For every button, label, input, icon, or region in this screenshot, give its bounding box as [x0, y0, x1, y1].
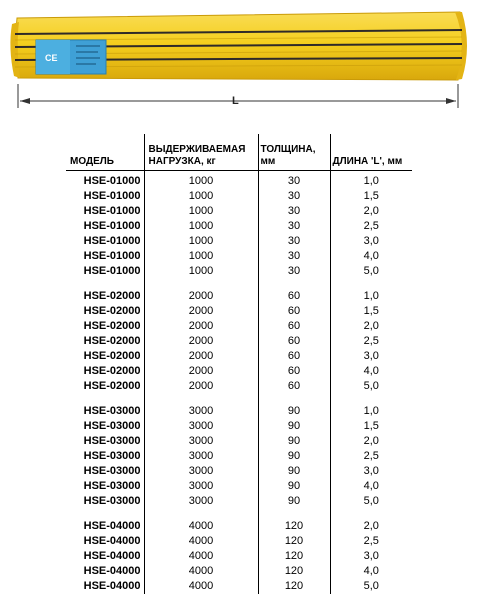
cell-length: 2,5 [330, 219, 412, 234]
cell-model: HSE-02000 [83, 350, 141, 362]
cell-load: 1000 [144, 264, 258, 279]
cell-load: 2000 [144, 379, 258, 394]
cell-load: 3000 [144, 434, 258, 449]
spacer-cell [66, 394, 144, 404]
table-row [66, 364, 412, 379]
cell-thickness: 60 [258, 334, 330, 349]
group-spacer [66, 394, 412, 404]
cell-thickness: 30 [258, 189, 330, 204]
cell-load: 3000 [144, 494, 258, 509]
table-row [66, 234, 412, 249]
table-row [66, 449, 412, 464]
table-row [66, 334, 412, 349]
cell-model: HSE-04000 [83, 565, 141, 577]
tag-mark: CE [45, 53, 58, 63]
spacer-cell [258, 509, 330, 519]
cell-model: HSE-01000 [83, 235, 141, 247]
cell-load: 1000 [144, 249, 258, 264]
cell-length: 2,5 [330, 534, 412, 549]
cell-load: 2000 [144, 349, 258, 364]
cell-model: HSE-03000 [83, 480, 141, 492]
cell-thickness: 60 [258, 349, 330, 364]
table-row [66, 379, 412, 394]
header-thickness: ТОЛЩИНА, мм [258, 134, 330, 171]
table-row [66, 479, 412, 494]
cell-length: 5,0 [330, 379, 412, 394]
cell-thickness: 60 [258, 364, 330, 379]
cell-model: HSE-01000 [83, 190, 141, 202]
cell-length: 2,0 [330, 204, 412, 219]
cell-load: 3000 [144, 404, 258, 419]
arrow-left-icon [20, 98, 30, 104]
cell-model: HSE-01000 [83, 175, 141, 187]
cell-length: 5,0 [330, 494, 412, 509]
table-row [66, 304, 412, 319]
cell-length: 1,5 [330, 304, 412, 319]
cell-thickness: 30 [258, 171, 330, 190]
table-row [66, 464, 412, 479]
cell-thickness: 90 [258, 434, 330, 449]
cell-length: 3,0 [330, 349, 412, 364]
table-row [66, 579, 412, 594]
cell-length: 4,0 [330, 364, 412, 379]
cell-model: HSE-04000 [83, 580, 141, 592]
cell-load: 3000 [144, 419, 258, 434]
cell-load: 1000 [144, 171, 258, 190]
cell-length: 1,5 [330, 189, 412, 204]
table-row [66, 249, 412, 264]
cell-model: HSE-02000 [83, 305, 141, 317]
cell-length: 3,0 [330, 234, 412, 249]
cell-load: 4000 [144, 549, 258, 564]
cell-model: HSE-04000 [83, 535, 141, 547]
table-row [66, 319, 412, 334]
spacer-cell [144, 509, 258, 519]
cell-model: HSE-03000 [83, 405, 141, 417]
table-row [66, 419, 412, 434]
spacer-cell [258, 279, 330, 289]
cell-model: HSE-03000 [83, 435, 141, 447]
spacer-cell [144, 394, 258, 404]
cell-thickness: 30 [258, 204, 330, 219]
cell-length: 3,0 [330, 464, 412, 479]
spacer-cell [258, 394, 330, 404]
cell-model: HSE-02000 [83, 320, 141, 332]
group-spacer [66, 279, 412, 289]
dimension-label: L [232, 95, 239, 107]
cell-load: 1000 [144, 189, 258, 204]
table-row [66, 494, 412, 509]
cell-thickness: 90 [258, 419, 330, 434]
cell-model: HSE-04000 [83, 550, 141, 562]
cell-model: HSE-04000 [83, 520, 141, 532]
table-row [66, 534, 412, 549]
cell-load: 1000 [144, 204, 258, 219]
cell-length: 2,0 [330, 319, 412, 334]
header-length: ДЛИНА 'L', мм [330, 134, 412, 171]
cell-length: 1,5 [330, 419, 412, 434]
cell-length: 4,0 [330, 249, 412, 264]
cell-thickness: 120 [258, 564, 330, 579]
table-row [66, 349, 412, 364]
cell-model: HSE-02000 [83, 335, 141, 347]
spacer-cell [66, 509, 144, 519]
cell-length: 1,0 [330, 171, 412, 190]
table-row [66, 204, 412, 219]
cell-thickness: 30 [258, 234, 330, 249]
cell-thickness: 120 [258, 519, 330, 534]
table-row [66, 219, 412, 234]
cell-thickness: 30 [258, 249, 330, 264]
cell-length: 2,0 [330, 519, 412, 534]
header-model: МОДЕЛЬ [66, 134, 144, 171]
dimension-line [18, 84, 458, 108]
cell-length: 5,0 [330, 579, 412, 594]
table-row [66, 171, 412, 190]
cell-load: 3000 [144, 479, 258, 494]
cell-length: 4,0 [330, 479, 412, 494]
cell-length: 2,5 [330, 334, 412, 349]
table-row [66, 189, 412, 204]
cell-load: 4000 [144, 519, 258, 534]
table-row [66, 564, 412, 579]
table-row [66, 289, 412, 304]
cell-length: 4,0 [330, 564, 412, 579]
cell-model: HSE-03000 [83, 465, 141, 477]
cell-thickness: 90 [258, 404, 330, 419]
cell-model: HSE-03000 [83, 495, 141, 507]
cell-model: HSE-03000 [83, 450, 141, 462]
spacer-cell [330, 279, 412, 289]
cell-thickness: 90 [258, 494, 330, 509]
cell-thickness: 120 [258, 579, 330, 594]
cell-length: 2,5 [330, 449, 412, 464]
cell-model: HSE-02000 [83, 365, 141, 377]
cell-thickness: 60 [258, 379, 330, 394]
table-row [66, 404, 412, 419]
cell-length: 1,0 [330, 404, 412, 419]
cell-length: 1,0 [330, 289, 412, 304]
cell-load: 1000 [144, 234, 258, 249]
spacer-cell [144, 279, 258, 289]
cell-load: 2000 [144, 334, 258, 349]
cell-model: HSE-01000 [83, 205, 141, 217]
cell-length: 3,0 [330, 549, 412, 564]
cell-thickness: 30 [258, 219, 330, 234]
arrow-right-icon [446, 98, 456, 104]
cell-model: HSE-01000 [83, 250, 141, 262]
cell-load: 4000 [144, 564, 258, 579]
cell-model: HSE-02000 [83, 290, 141, 302]
cell-load: 2000 [144, 289, 258, 304]
cell-thickness: 120 [258, 534, 330, 549]
cell-model: HSE-02000 [83, 380, 141, 392]
cell-model: HSE-01000 [83, 220, 141, 232]
round-sling-image [0, 0, 477, 125]
cell-model: HSE-03000 [83, 420, 141, 432]
header-load: ВЫДЕРЖИВАЕМАЯ НАГРУЗКА, кг [144, 134, 258, 171]
cell-load: 4000 [144, 579, 258, 594]
label-tag [36, 40, 106, 74]
cell-thickness: 120 [258, 549, 330, 564]
cell-load: 3000 [144, 464, 258, 479]
cell-load: 3000 [144, 449, 258, 464]
cell-thickness: 90 [258, 479, 330, 494]
cell-load: 1000 [144, 219, 258, 234]
cell-thickness: 90 [258, 464, 330, 479]
cell-thickness: 60 [258, 319, 330, 334]
spacer-cell [66, 279, 144, 289]
table-row [66, 549, 412, 564]
table-row [66, 519, 412, 534]
cell-length: 5,0 [330, 264, 412, 279]
spacer-cell [330, 509, 412, 519]
cell-length: 2,0 [330, 434, 412, 449]
specifications-table [66, 134, 412, 594]
cell-load: 2000 [144, 364, 258, 379]
table-row [66, 264, 412, 279]
cell-model: HSE-01000 [83, 265, 141, 277]
cell-thickness: 60 [258, 304, 330, 319]
group-spacer [66, 509, 412, 519]
spacer-cell [330, 394, 412, 404]
table-row [66, 434, 412, 449]
table-header-row [66, 134, 412, 171]
cell-load: 4000 [144, 534, 258, 549]
table-body [66, 171, 412, 595]
cell-thickness: 30 [258, 264, 330, 279]
cell-load: 2000 [144, 304, 258, 319]
cell-thickness: 60 [258, 289, 330, 304]
cell-load: 2000 [144, 319, 258, 334]
cell-thickness: 90 [258, 449, 330, 464]
